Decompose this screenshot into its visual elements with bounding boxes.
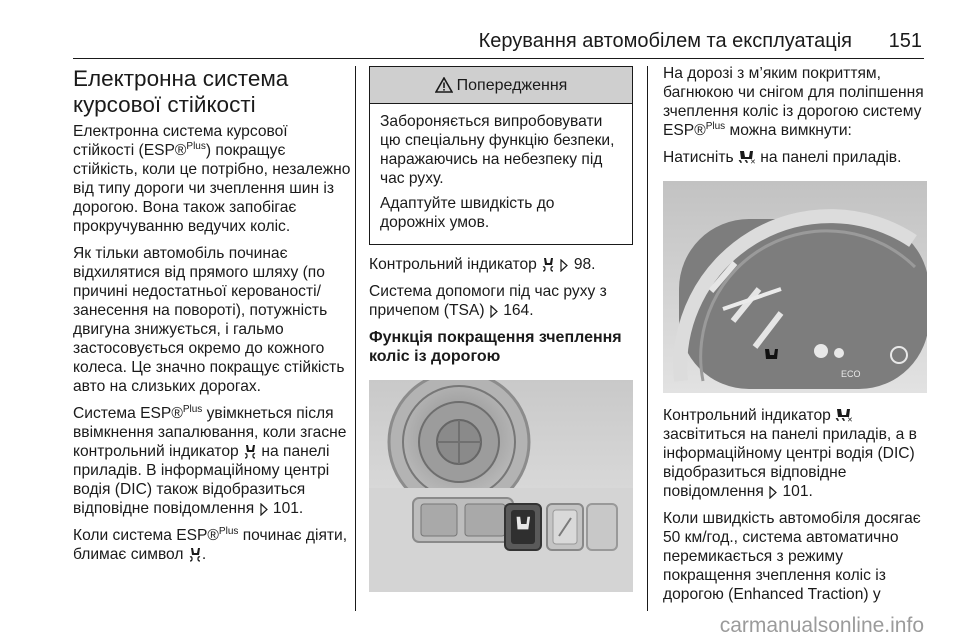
section-heading-esp: Електронна система курсової стійкості xyxy=(73,66,289,117)
page-reference-arrow-icon xyxy=(489,305,499,318)
warning-text: Адаптуйте швидкість до дорожніх умов. xyxy=(380,195,555,231)
warning-box xyxy=(369,66,633,245)
svg-text:✕: ✕ xyxy=(847,417,853,423)
paragraph: Натисніть ✕ на панелі приладів. xyxy=(663,149,902,166)
watermark: carmanualsonline.info xyxy=(719,614,924,637)
paragraph: Електронна система курсової стійкості (ESP®$^{Plus}$) покращує стійкість, коли це потрібно, незалежно від типу дороги чи зчеплення шин із дорогою. Вона також запобігає прокручуванню ведучих коліс. xyxy=(73,123,351,235)
photo-instrument-cluster xyxy=(663,181,927,398)
warning-body xyxy=(370,104,632,244)
instrument-cluster-illustration xyxy=(663,181,927,393)
photo-switch-panel xyxy=(369,380,633,597)
paragraph: Контрольний індикатор 98. xyxy=(369,256,596,273)
section-heading-traction: Функція покращення зчеплення коліс із дорогою xyxy=(369,329,622,365)
page-reference-arrow-icon xyxy=(259,503,269,516)
paragraph: Коли система ESP®$^{Plus}$ починає діяти, блимає символ . xyxy=(73,525,348,563)
esp-indicator-icon xyxy=(188,547,202,562)
page-header xyxy=(0,0,960,58)
esp-indicator-icon xyxy=(243,444,257,459)
dashboard-switch-illustration xyxy=(369,380,633,592)
page-reference-arrow-icon xyxy=(559,259,569,272)
warning-title: Попередження xyxy=(456,76,568,94)
paragraph: Система ESP®$^{Plus}$ увімкнеться після ввімкнення запалювання, коли згасне контрольний індикатор на панелі приладів. В інформаційному центрі водія (DIC) також відобразиться відповідне повідомлення 101. xyxy=(73,403,347,517)
traction-control-off-icon xyxy=(738,149,756,165)
header-rule xyxy=(73,58,924,59)
page-number: 151 xyxy=(888,30,922,52)
esp-indicator-icon xyxy=(541,257,555,272)
header-title: Керування автомобілем та експлуатація xyxy=(478,30,852,52)
traction-control-off-icon xyxy=(835,407,853,423)
page-reference-arrow-icon xyxy=(768,486,778,499)
paragraph: Система допомоги під час руху з причепом (TSA) 164. xyxy=(369,283,607,319)
paragraph: Контрольний індикатор ✕ засвітиться на панелі приладів, а в інформаційному центрі водія (DIC) відобразиться відповідне повідомлення 101. xyxy=(663,407,917,500)
svg-text:✕: ✕ xyxy=(749,159,756,165)
warning-header xyxy=(370,67,632,104)
column-divider-1 xyxy=(355,66,356,611)
warning-text: Забороняється випробовувати цю спеціальну функцію безпеки, наражаючись на небезпеку під час руху. xyxy=(380,113,615,187)
column-1 xyxy=(73,64,351,572)
column-divider-2 xyxy=(647,66,648,611)
column-2 xyxy=(369,64,633,605)
column-3 xyxy=(663,64,927,612)
paragraph: Коли швидкість автомобіля досягає 50 км/год., система автоматично перемикається з режиму покращення зчеплення коліс із дорогою (Enhanced Traction) у xyxy=(663,510,921,603)
paragraph: На дорозі з м’яким покриттям, багнюкою чи снігом для поліпшення зчеплення коліс із дорогою систему ESP®$^{Plus}$ можна вимкнути: xyxy=(663,65,924,139)
warning-triangle-icon xyxy=(435,77,453,93)
paragraph: Як тільки автомобіль починає відхилятися від прямого шляху (по причині недостатньої керованості/занесення на повороті), потужність двигуна знижується, і гальмо застосовується окремо до кожного колеса. Це значно покращує стійкість авто на слизьких дорогах. xyxy=(73,245,345,395)
eco-label: ECO xyxy=(841,369,861,379)
